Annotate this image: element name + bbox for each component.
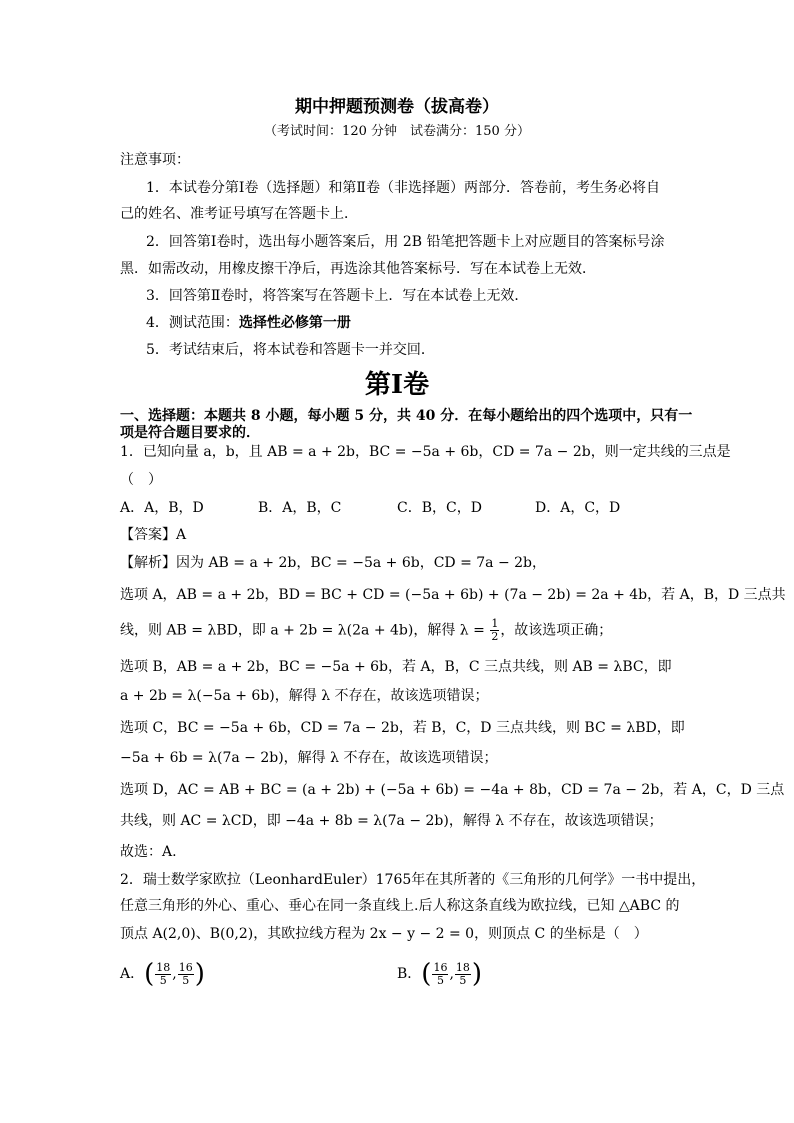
lambda-fraction: [490, 618, 499, 643]
question-2-line1: 2．瑞士数学家欧拉（LeonhardEuler）1765年在其所著的《三角形的几何学》一书中提出，: [120, 872, 706, 888]
notice-item-2-cont: 黑．如需改动，用橡皮擦干净后，再选涂其他答案标号．写在本试卷上无效．: [120, 261, 596, 277]
q1-option-a: A．A，B，D: [120, 500, 204, 516]
q1-analysis-3-text: 线，则 AB = λBD，即 a + 2b = λ(2a + 4b)，解得 λ =: [120, 622, 490, 639]
q1-option-c: C．B，C，D: [397, 500, 482, 516]
q1-analysis-6: 选项 C，BC = −5a + 6b，CD = 7a − 2b，若 B，C，D 三点共线，则 BC = λBD，即: [120, 720, 685, 736]
test-scope: 选择性必修第一册: [238, 315, 351, 331]
q1-analysis-9: 共线，则 AC = λCD，即 −4a + 8b = λ(7a − 2b)，解得 λ 不存在，故该选项错误；: [120, 813, 663, 829]
q1-option-b: B．A，B，C: [258, 500, 342, 516]
exam-info: （考试时间：120 分钟 试卷满分：150 分）: [264, 124, 530, 139]
q2-b-x-num: 16: [433, 960, 448, 974]
notice-item-4: [146, 313, 351, 333]
section-title: 第Ⅰ卷: [364, 370, 430, 400]
notice-item-5: 5．考试结束后，将本试卷和答题卡一并交回．: [146, 342, 435, 358]
q2-option-a-label: A．: [120, 966, 145, 982]
q1-analysis-2: 选项 A，AB = a + 2b，BD = BC + CD = (−5a + 6b) + (7a − 2b) = 2a + 4b，若 A，B，D 三点共: [120, 587, 786, 603]
question-1-paren: （ ）: [120, 472, 162, 488]
lambda-denominator: 2: [491, 630, 499, 643]
section-heading-line1: 一、选择题：本题共 8 小题，每小题 5 分，共 40 分．在每小题给出的四个选项中，只有一: [120, 408, 693, 424]
notice-item-1-cont: 己的姓名、准考证号填写在答题卡上．: [120, 206, 358, 222]
q1-analysis-7: −5a + 6b = λ(7a − 2b)，解得 λ 不存在，故该选项错误；: [120, 750, 498, 766]
notice-item-3: 3．回答第Ⅱ卷时，将答案写在答题卡上．写在本试卷上无效．: [146, 288, 529, 304]
q1-option-d: D．A，C，D: [535, 500, 621, 516]
lambda-numerator: 1: [491, 617, 499, 630]
q2-b-x-den: 5: [436, 973, 444, 987]
question-1-stem: 1．已知向量 a，b，且 AB = a + 2b，BC = −5a + 6b，CD = 7a − 2b，则一定共线的三点是: [120, 444, 731, 460]
q2-a-x-num: 18: [156, 960, 171, 974]
q2-option-b-label: B．: [397, 966, 422, 982]
question-2-line3: 顶点 A(2,0)、B(0,2)，其欧拉线方程为 2x − y − 2 = 0，则顶点 C 的坐标是（ ）: [120, 926, 648, 942]
q2-b-y-num: 18: [455, 960, 470, 974]
q1-analysis-5: a + 2b = λ(−5a + 6b)，解得 λ 不存在，故该选项错误；: [120, 688, 489, 704]
q1-analysis-3-end: ，故该选项正确；: [500, 622, 613, 639]
q2-option-b: B．( $\frac{16}{5}$ , $\frac{18}{5}$ ): [397, 959, 483, 989]
q1-analysis-3: [120, 618, 612, 643]
q1-analysis-8: 选项 D，AC = AB + BC = (a + 2b) + (−5a + 6b) = −4a + 8b，CD = 7a − 2b，若 A，C，D 三点: [120, 782, 785, 798]
q2-a-x-den: 5: [159, 973, 167, 987]
notice-item-1: 1．本试卷分第Ⅰ卷（选择题）和第Ⅱ卷（非选择题）两部分．答卷前，考生务必将自: [146, 180, 660, 196]
notice-label: 注意事项：: [120, 152, 190, 168]
notice-item-4-prefix: 4．测试范围：: [146, 315, 239, 331]
section-heading-line2: 项是符合题目要求的．: [120, 425, 260, 441]
page-title: 期中押题预测卷（拔高卷）: [295, 97, 499, 117]
q2-option-a: A．( $\frac{18}{5}$ , $\frac{16}{5}$ ): [120, 959, 205, 989]
q1-analysis-1: 【解析】因为 AB = a + 2b，BC = −5a + 6b，CD = 7a − 2b，: [120, 555, 547, 571]
q1-analysis-4: 选项 B，AB = a + 2b，BC = −5a + 6b，若 A，B，C 三点共线，则 AB = λBC，即: [120, 659, 672, 675]
q2-a-y-num: 16: [178, 960, 193, 974]
notice-item-2: 2．回答第Ⅰ卷时，选出每小题答案后，用 2B 铅笔把答题卡上对应题目的答案标号涂: [146, 234, 665, 250]
q2-b-y-den: 5: [459, 973, 467, 987]
q1-analysis-10: 故选：A.: [120, 844, 177, 860]
question-2-line2: 任意三角形的外心、重心、垂心在同一条直线上.后人称这条直线为欧拉线，已知 △ABC 的: [120, 898, 680, 914]
q1-answer: 【答案】A: [120, 527, 187, 543]
q2-a-y-den: 5: [182, 973, 190, 987]
